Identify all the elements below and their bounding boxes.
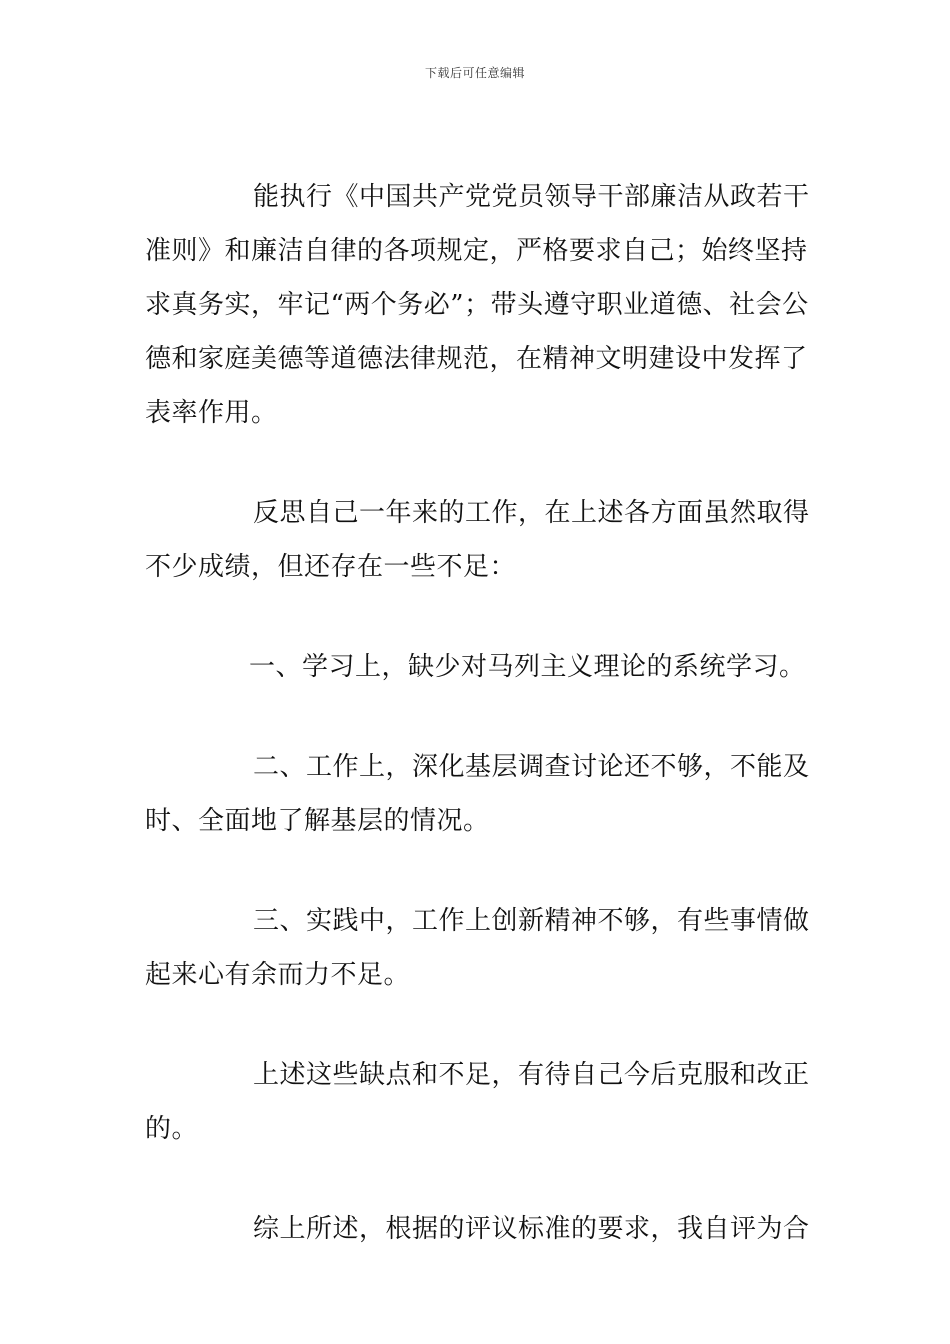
paragraph-reflection: 反思自己一年来的工作，在上述各方面虽然取得不少成绩，但还存在一些不足： (145, 498, 810, 582)
document-body (145, 170, 810, 1256)
paragraph-shortcoming-work: 二、工作上，深化基层调查讨论还不够，不能及时、全面地了解基层的情况。 (145, 752, 810, 836)
paragraph-summary: 综上所述，根据的评议标准的要求，我自评为合 (253, 1214, 810, 1244)
paragraph-integrity: 能执行《中国共产党党员领导干部廉洁从政若干准则》和廉洁自律的各项规定，严格要求自己；始终坚持求真务实，牢记“两个务必”；带头遵守职业道德、社会公德和家庭美德等道德法律规范，在精神文明建设中发挥了表率作用。 (145, 182, 810, 428)
page-header: 下载后可任意编辑 (424, 66, 525, 80)
paragraph-shortcoming-practice: 三、实践中，工作上创新精神不够，有些事情做起来心有余而力不足。 (145, 906, 810, 990)
paragraph-improvement: 上述这些缺点和不足，有待自己今后克服和改正的。 (145, 1060, 810, 1144)
paragraph-shortcoming-study: 一、学习上，缺少对马列主义理论的系统学习。 (249, 652, 806, 682)
